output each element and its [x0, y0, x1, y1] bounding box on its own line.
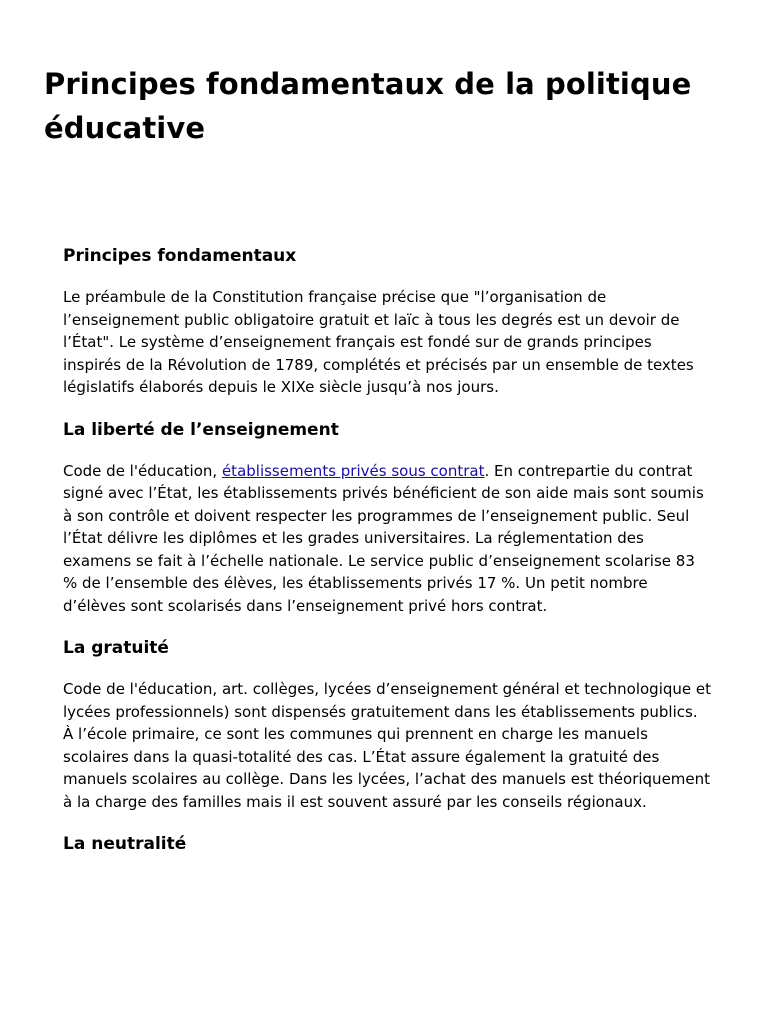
- paragraph-liberte-rest: . En contrepartie du contrat signé avec l’État, les établissements privés bénéficient de son aide mais sont soumis à son contrôle et doivent respecter les programmes de l’enseignement public. Seul l’État délivre les diplômes et les grades universitaires. La réglementation des examens se fait à l’échelle nationale. Le service public d’enseignement scolarise 83 % de l’ensemble des élèves, les établissements privés 17 %. Un petit nombre d’élèves sont scolarisés dans l’enseignement privé hors contrat.: [63, 461, 704, 615]
- page-title: Principes fondamentaux de la politique éducative: [44, 67, 692, 145]
- section-heading-liberte: La liberté de l’enseignement: [63, 419, 339, 440]
- paragraph-liberte-intro: Code de l'éducation,: [63, 461, 222, 480]
- paragraph-principes: Le préambule de la Constitution française précise que "l’organisation de l’enseignement public obligatoire gratuit et laïc à tous les degrés est un devoir de l’État". Le système d’enseignement français est fondé sur de grands principes inspirés de la Révolution de 1789, complétés et précisés par un ensemble de textes législatifs élaborés depuis le XIXe siècle jusqu’à nos jours.: [63, 288, 694, 396]
- link-etablissements-prives[interactable]: établissements privés sous contrat: [221, 461, 485, 480]
- document-body: [63, 243, 711, 857]
- paragraph-gratuite: Code de l'éducation, art. collèges, lycées d’enseignement général et technologique et lycées professionnels) sont dispensés gratuitement dans les établissements publics. À l’école primaire, ce sont les communes qui prennent en charge les manuels scolaires dans la quasi-totalité des cas. L’État assure également la gratuité des manuels scolaires au collège. Dans les lycées, l’achat des manuels est théoriquement à la charge des familles mais il est souvent assuré par les conseils régionaux.: [63, 680, 712, 811]
- section-heading-principes: Principes fondamentaux: [63, 246, 297, 266]
- section-heading-neutralite: La neutralité: [63, 834, 187, 854]
- paragraph-liberte: [63, 460, 711, 618]
- section-heading-gratuite: La gratuité: [63, 638, 169, 658]
